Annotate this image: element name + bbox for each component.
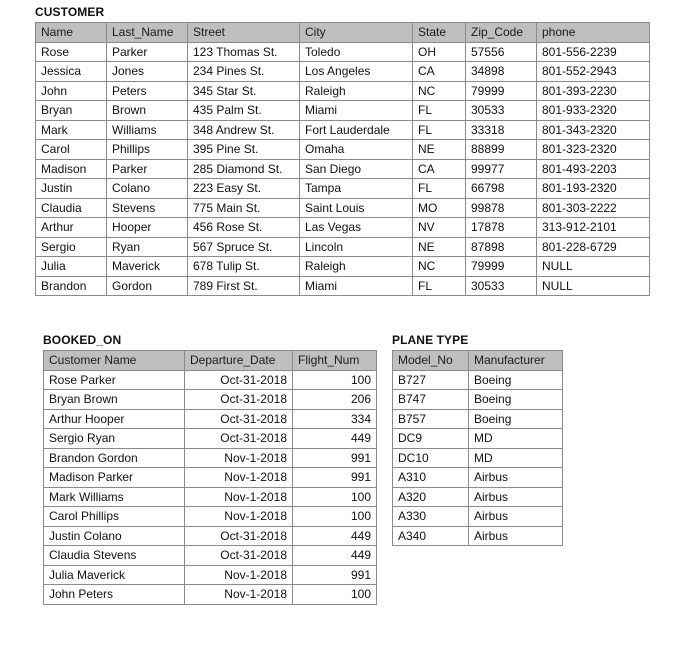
- table-row: [44, 448, 377, 468]
- customer-cell: Peters: [107, 81, 188, 101]
- customer-cell: Miami: [300, 101, 413, 121]
- booked-on-cell: Sergio Ryan: [44, 429, 185, 449]
- customer-cell: 456 Rose St.: [188, 218, 300, 238]
- customer-header-row: [36, 23, 650, 43]
- table-row: [393, 507, 563, 527]
- plane-type-cell: Boeing: [469, 409, 563, 429]
- plane-type-cell: MD: [469, 429, 563, 449]
- table-row: [36, 179, 650, 199]
- customer-cell: 57556: [466, 42, 537, 62]
- table-row: [44, 487, 377, 507]
- customer-cell: 17878: [466, 218, 537, 238]
- customer-cell: 801-552-2943: [537, 62, 650, 82]
- booked-on-section: [43, 333, 377, 605]
- table-row: [36, 120, 650, 140]
- customer-cell: 66798: [466, 179, 537, 199]
- table-row: [44, 409, 377, 429]
- booked-on-cell: Nov-1-2018: [185, 468, 293, 488]
- booked-on-cell: Nov-1-2018: [185, 448, 293, 468]
- plane-type-table-body: [393, 370, 563, 546]
- booked-on-cell: 334: [293, 409, 377, 429]
- booked-on-cell: 991: [293, 448, 377, 468]
- customer-cell: FL: [413, 276, 466, 296]
- plane-type-table-title: PLANE TYPE: [392, 333, 469, 347]
- booked-on-table-title: BOOKED_ON: [43, 333, 122, 347]
- plane-type-column-header: Model_No: [393, 351, 469, 371]
- customer-cell: 234 Pines St.: [188, 62, 300, 82]
- booked-on-header-row: [44, 351, 377, 371]
- booked-on-column-header: Flight_Num: [293, 351, 377, 371]
- customer-cell: NC: [413, 257, 466, 277]
- customer-cell: CA: [413, 159, 466, 179]
- customer-cell: Gordon: [107, 276, 188, 296]
- customer-cell: Omaha: [300, 140, 413, 160]
- customer-cell: Mark: [36, 120, 107, 140]
- booked-on-cell: 991: [293, 565, 377, 585]
- table-row: [36, 218, 650, 238]
- booked-on-cell: Nov-1-2018: [185, 507, 293, 527]
- booked-on-cell: Julia Maverick: [44, 565, 185, 585]
- customer-cell: NV: [413, 218, 466, 238]
- customer-cell: 33318: [466, 120, 537, 140]
- customer-cell: 79999: [466, 81, 537, 101]
- customer-cell: Maverick: [107, 257, 188, 277]
- customer-cell: Phillips: [107, 140, 188, 160]
- customer-cell: 87898: [466, 237, 537, 257]
- booked-on-table: [43, 350, 377, 605]
- customer-cell: Toledo: [300, 42, 413, 62]
- table-row: [44, 585, 377, 605]
- booked-on-cell: Oct-31-2018: [185, 526, 293, 546]
- table-row: [393, 429, 563, 449]
- customer-column-header: Name: [36, 23, 107, 43]
- customer-column-header: Zip_Code: [466, 23, 537, 43]
- customer-cell: Justin: [36, 179, 107, 199]
- plane-type-cell: DC9: [393, 429, 469, 449]
- plane-type-column-header: Manufacturer: [469, 351, 563, 371]
- booked-on-cell: Nov-1-2018: [185, 585, 293, 605]
- customer-cell: Brandon: [36, 276, 107, 296]
- table-row: [393, 487, 563, 507]
- table-row: [36, 198, 650, 218]
- booked-on-cell: Oct-31-2018: [185, 370, 293, 390]
- customer-column-header: City: [300, 23, 413, 43]
- table-row: [393, 448, 563, 468]
- plane-type-cell: Airbus: [469, 526, 563, 546]
- customer-cell: Tampa: [300, 179, 413, 199]
- customer-column-header: Last_Name: [107, 23, 188, 43]
- customer-cell: 348 Andrew St.: [188, 120, 300, 140]
- plane-type-header-row: [393, 351, 563, 371]
- booked-on-cell: Carol Phillips: [44, 507, 185, 527]
- customer-cell: 801-393-2230: [537, 81, 650, 101]
- booked-on-cell: Oct-31-2018: [185, 429, 293, 449]
- customer-cell: MO: [413, 198, 466, 218]
- table-row: [36, 140, 650, 160]
- table-row: [36, 62, 650, 82]
- table-row: [393, 468, 563, 488]
- customer-table: [35, 22, 650, 296]
- booked-on-table-body: [44, 370, 377, 604]
- booked-on-cell: Mark Williams: [44, 487, 185, 507]
- plane-type-cell: A330: [393, 507, 469, 527]
- customer-cell: 567 Spruce St.: [188, 237, 300, 257]
- table-row: [44, 468, 377, 488]
- customer-cell: 678 Tulip St.: [188, 257, 300, 277]
- customer-cell: 801-556-2239: [537, 42, 650, 62]
- booked-on-cell: Claudia Stevens: [44, 546, 185, 566]
- customer-cell: 99878: [466, 198, 537, 218]
- booked-on-cell: Rose Parker: [44, 370, 185, 390]
- plane-type-cell: DC10: [393, 448, 469, 468]
- customer-cell: Rose: [36, 42, 107, 62]
- customer-cell: Parker: [107, 42, 188, 62]
- customer-cell: 79999: [466, 257, 537, 277]
- customer-cell: Raleigh: [300, 257, 413, 277]
- customer-cell: 34898: [466, 62, 537, 82]
- plane-type-section: [392, 333, 563, 546]
- table-row: [36, 257, 650, 277]
- booked-on-cell: Oct-31-2018: [185, 409, 293, 429]
- customer-cell: Miami: [300, 276, 413, 296]
- plane-type-cell: B727: [393, 370, 469, 390]
- table-row: [44, 429, 377, 449]
- customer-cell: Parker: [107, 159, 188, 179]
- table-row: [393, 390, 563, 410]
- customer-cell: 395 Pine St.: [188, 140, 300, 160]
- customer-cell: Hooper: [107, 218, 188, 238]
- customer-cell: San Diego: [300, 159, 413, 179]
- customer-cell: FL: [413, 101, 466, 121]
- plane-type-cell: Airbus: [469, 468, 563, 488]
- plane-type-table: [392, 350, 563, 546]
- customer-cell: 801-343-2320: [537, 120, 650, 140]
- booked-on-cell: 991: [293, 468, 377, 488]
- customer-cell: 789 First St.: [188, 276, 300, 296]
- customer-cell: CA: [413, 62, 466, 82]
- customer-cell: 345 Star St.: [188, 81, 300, 101]
- booked-on-table-header: [44, 351, 377, 371]
- table-row: [36, 237, 650, 257]
- customer-cell: 99977: [466, 159, 537, 179]
- customer-cell: Williams: [107, 120, 188, 140]
- customer-cell: Raleigh: [300, 81, 413, 101]
- customer-cell: 775 Main St.: [188, 198, 300, 218]
- booked-on-cell: 449: [293, 429, 377, 449]
- customer-cell: 88899: [466, 140, 537, 160]
- customer-cell: Bryan: [36, 101, 107, 121]
- table-row: [36, 42, 650, 62]
- table-row: [44, 507, 377, 527]
- booked-on-cell: Arthur Hooper: [44, 409, 185, 429]
- booked-on-cell: Oct-31-2018: [185, 546, 293, 566]
- booked-on-cell: Brandon Gordon: [44, 448, 185, 468]
- customer-cell: 435 Palm St.: [188, 101, 300, 121]
- customer-cell: Los Angeles: [300, 62, 413, 82]
- customer-cell: Madison: [36, 159, 107, 179]
- customer-table-body: [36, 42, 650, 296]
- customer-column-header: State: [413, 23, 466, 43]
- customer-cell: 801-228-6729: [537, 237, 650, 257]
- customer-cell: Jessica: [36, 62, 107, 82]
- customer-cell: Carol: [36, 140, 107, 160]
- plane-type-cell: MD: [469, 448, 563, 468]
- booked-on-cell: Bryan Brown: [44, 390, 185, 410]
- customer-section: [35, 5, 650, 296]
- table-row: [44, 390, 377, 410]
- customer-cell: Saint Louis: [300, 198, 413, 218]
- table-row: [393, 409, 563, 429]
- customer-cell: NE: [413, 140, 466, 160]
- customer-cell: 30533: [466, 276, 537, 296]
- plane-type-cell: B747: [393, 390, 469, 410]
- customer-cell: FL: [413, 120, 466, 140]
- customer-cell: 285 Diamond St.: [188, 159, 300, 179]
- customer-column-header: phone: [537, 23, 650, 43]
- customer-cell: 123 Thomas St.: [188, 42, 300, 62]
- table-row: [44, 370, 377, 390]
- customer-cell: John: [36, 81, 107, 101]
- booked-on-cell: 100: [293, 487, 377, 507]
- customer-cell: Ryan: [107, 237, 188, 257]
- booked-on-column-header: Customer Name: [44, 351, 185, 371]
- plane-type-cell: Boeing: [469, 390, 563, 410]
- customer-cell: 801-323-2320: [537, 140, 650, 160]
- customer-cell: 30533: [466, 101, 537, 121]
- booked-on-cell: Oct-31-2018: [185, 390, 293, 410]
- customer-cell: OH: [413, 42, 466, 62]
- booked-on-cell: Madison Parker: [44, 468, 185, 488]
- customer-cell: 801-303-2222: [537, 198, 650, 218]
- plane-type-cell: A340: [393, 526, 469, 546]
- plane-type-cell: B757: [393, 409, 469, 429]
- customer-cell: Jones: [107, 62, 188, 82]
- customer-cell: Sergio: [36, 237, 107, 257]
- customer-cell: Claudia: [36, 198, 107, 218]
- customer-cell: FL: [413, 179, 466, 199]
- plane-type-cell: Airbus: [469, 487, 563, 507]
- customer-cell: Arthur: [36, 218, 107, 238]
- booked-on-cell: 100: [293, 585, 377, 605]
- table-row: [44, 526, 377, 546]
- table-row: [393, 370, 563, 390]
- plane-type-cell: Airbus: [469, 507, 563, 527]
- customer-cell: NC: [413, 81, 466, 101]
- customer-cell: 801-493-2203: [537, 159, 650, 179]
- booked-on-cell: Nov-1-2018: [185, 487, 293, 507]
- plane-type-cell: A310: [393, 468, 469, 488]
- booked-on-cell: Nov-1-2018: [185, 565, 293, 585]
- table-row: [393, 526, 563, 546]
- table-row: [36, 159, 650, 179]
- customer-cell: Colano: [107, 179, 188, 199]
- customer-table-title: CUSTOMER: [35, 5, 105, 19]
- customer-cell: Brown: [107, 101, 188, 121]
- booked-on-cell: 206: [293, 390, 377, 410]
- booked-on-cell: John Peters: [44, 585, 185, 605]
- customer-cell: Las Vegas: [300, 218, 413, 238]
- customer-cell: Lincoln: [300, 237, 413, 257]
- customer-cell: 223 Easy St.: [188, 179, 300, 199]
- booked-on-cell: 100: [293, 370, 377, 390]
- customer-cell: Stevens: [107, 198, 188, 218]
- customer-column-header: Street: [188, 23, 300, 43]
- booked-on-cell: 100: [293, 507, 377, 527]
- booked-on-cell: Justin Colano: [44, 526, 185, 546]
- table-row: [36, 276, 650, 296]
- booked-on-column-header: Departure_Date: [185, 351, 293, 371]
- customer-table-header: [36, 23, 650, 43]
- customer-cell: Fort Lauderdale: [300, 120, 413, 140]
- customer-cell: Julia: [36, 257, 107, 277]
- booked-on-cell: 449: [293, 546, 377, 566]
- customer-cell: 313-912-2101: [537, 218, 650, 238]
- plane-type-cell: Boeing: [469, 370, 563, 390]
- booked-on-cell: 449: [293, 526, 377, 546]
- table-row: [36, 81, 650, 101]
- table-row: [44, 546, 377, 566]
- plane-type-cell: A320: [393, 487, 469, 507]
- customer-cell: 801-933-2320: [537, 101, 650, 121]
- customer-cell: NE: [413, 237, 466, 257]
- customer-cell: NULL: [537, 257, 650, 277]
- customer-cell: 801-193-2320: [537, 179, 650, 199]
- plane-type-table-header: [393, 351, 563, 371]
- table-row: [36, 101, 650, 121]
- customer-cell: NULL: [537, 276, 650, 296]
- table-row: [44, 565, 377, 585]
